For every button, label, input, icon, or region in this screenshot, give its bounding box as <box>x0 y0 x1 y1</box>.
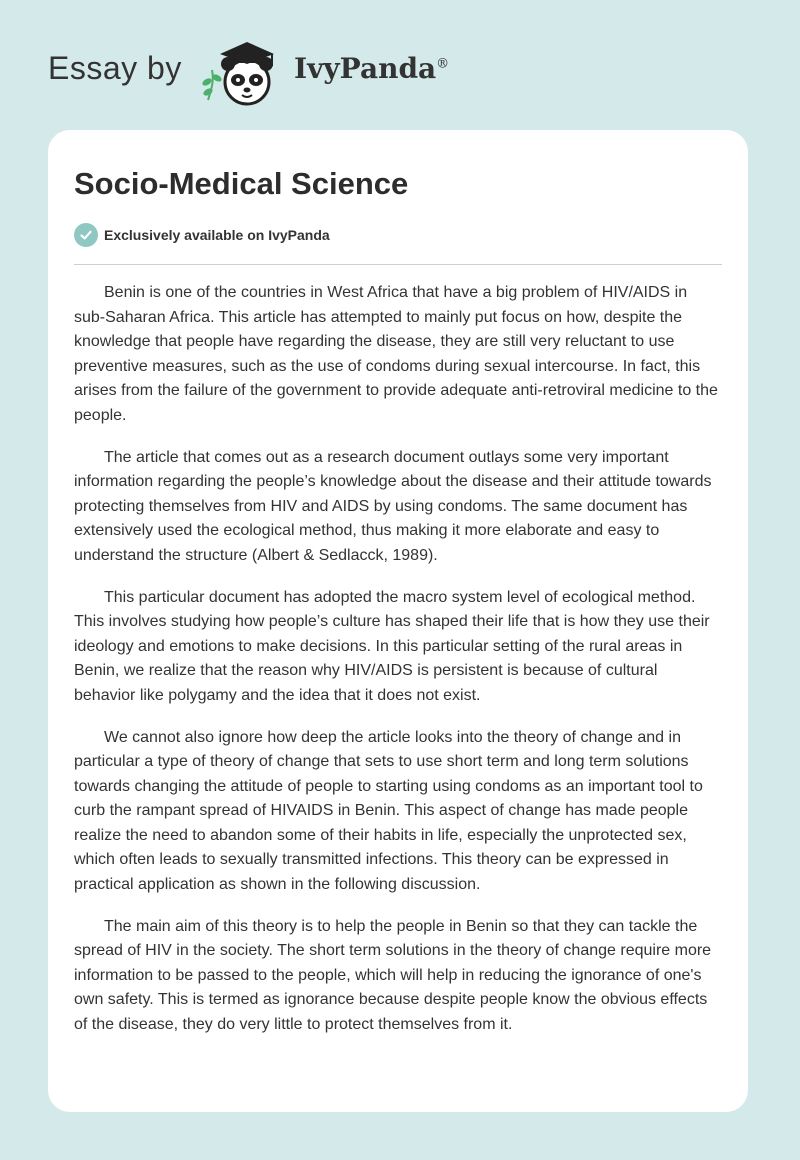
paragraph: This particular document has adopted the macro system level of ecological method. This involves studying how people’s culture has shaped their life that is how they use their ideology and emotions to make decisions. In this particular setting of the rural areas in Benin, we realize that the reason why HIV/AIDS is persistent is because of cultural behavior like polygamy and the idea that it does not exist. <box>74 588 710 704</box>
brand-name[interactable]: IvyPanda® <box>294 52 450 85</box>
brand-prefix: Essay by <box>48 50 182 86</box>
panda-graduate-icon[interactable] <box>200 36 290 108</box>
paragraph: The main aim of this theory is to help the people in Benin so that they can tackle the spread of HIV in the society. The short term solutions in the theory of change require more information to be passed to the people, which will help in reducing the ignorance of one's own safety. This is termed as ignorance because despite people know the obvious effects of the disease, they do very little to protect themselves from it. <box>74 917 712 1034</box>
essay-card <box>48 130 748 1112</box>
page-title: Socio-Medical Science <box>74 166 409 201</box>
site-header <box>48 32 748 112</box>
divider <box>74 264 722 265</box>
paragraph: Benin is one of the countries in West Africa that have a big problem of HIV/AIDS in sub-Saharan Africa. This article has attempted to mainly put focus on how, despite the knowledge that people have regarding the disease, they are still very reluctant to use preventive measures, such as the use of condoms during sexual intercourse. In fact, this arises from the failure of the government to provide adequate anti-retroviral medicine to the people. <box>74 284 718 424</box>
trademark-symbol: ® <box>436 56 450 72</box>
check-icon <box>74 223 98 247</box>
paragraph: The article that comes out as a research document outlays some very important information regarding the people’s knowledge about the disease and their attitude towards protecting themselves from HIV and AIDS by using condoms. The same document has extensively used the ecological method, thus making it more elaborate and easy to understand the structure (Albert & Sedlacck, 1989). <box>74 448 712 564</box>
article-body <box>74 281 722 1038</box>
exclusive-badge <box>74 222 722 248</box>
paragraph: We cannot also ignore how deep the article looks into the theory of change and in particular a type of theory of change that sets to use short term and long term solutions towards changing the attitude of people to starting using condoms as an important tool to curb the rampant spread of HIVAIDS in Benin. This aspect of change has made people realize the need to abandon some of their habits in life, especially the unprotected sex, which often leads to sexually transmitted infections. This theory can be expressed in practical application as shown in the following discussion. <box>74 728 703 894</box>
badge-label: Exclusively available on IvyPanda <box>104 227 330 243</box>
